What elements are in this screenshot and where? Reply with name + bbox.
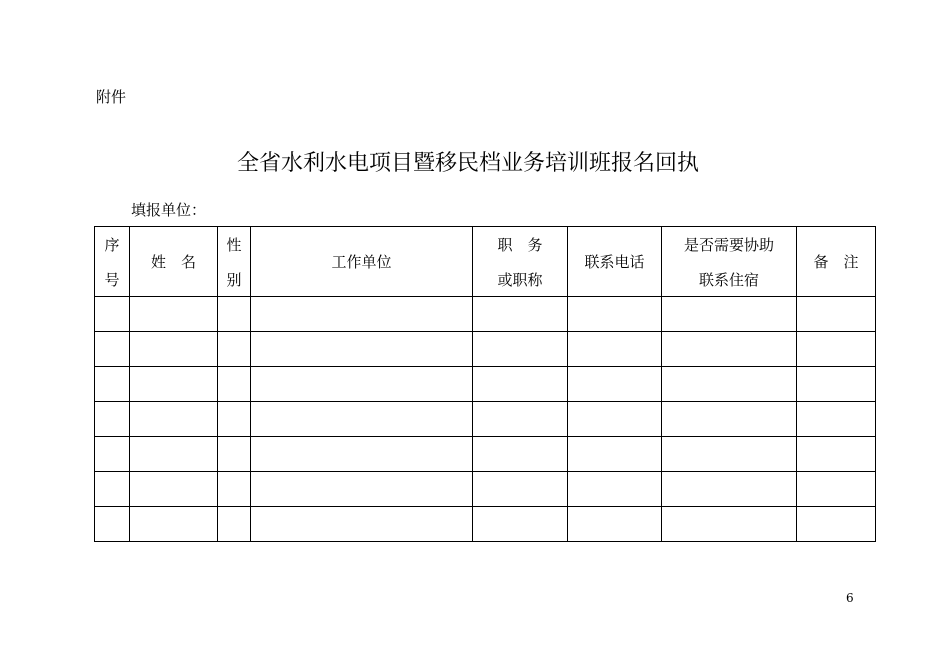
col-seq: 序 号 — [95, 227, 130, 297]
table-cell[interactable] — [95, 367, 130, 402]
table-cell[interactable] — [662, 332, 797, 367]
table-cell[interactable] — [662, 437, 797, 472]
table-row — [95, 297, 876, 332]
table-row — [95, 472, 876, 507]
table-cell[interactable] — [130, 297, 218, 332]
table-cell[interactable] — [130, 507, 218, 542]
col-phone: 联系电话 — [568, 227, 662, 297]
table-cell[interactable] — [218, 367, 251, 402]
table-cell[interactable] — [130, 332, 218, 367]
reporting-unit-label: 填报单位： — [131, 201, 207, 219]
page-number: 6 — [846, 591, 854, 605]
table-cell[interactable] — [797, 367, 876, 402]
table-cell[interactable] — [473, 437, 568, 472]
table-cell[interactable] — [473, 472, 568, 507]
table-cell[interactable] — [251, 367, 473, 402]
table-cell[interactable] — [662, 367, 797, 402]
table-cell[interactable] — [473, 297, 568, 332]
table-cell[interactable] — [473, 332, 568, 367]
table-cell[interactable] — [218, 332, 251, 367]
table-cell[interactable] — [95, 507, 130, 542]
table-cell[interactable] — [218, 507, 251, 542]
registration-table — [94, 226, 876, 542]
table-cell[interactable] — [797, 297, 876, 332]
table-row — [95, 367, 876, 402]
attachment-label: 附件 — [96, 88, 127, 106]
table-cell[interactable] — [662, 507, 797, 542]
table-cell[interactable] — [218, 437, 251, 472]
table-cell[interactable] — [95, 437, 130, 472]
table-cell[interactable] — [473, 507, 568, 542]
table-cell[interactable] — [130, 437, 218, 472]
table-cell[interactable] — [568, 367, 662, 402]
table-cell[interactable] — [568, 297, 662, 332]
table-cell[interactable] — [568, 332, 662, 367]
table-cell[interactable] — [797, 472, 876, 507]
table-cell[interactable] — [797, 507, 876, 542]
table-cell[interactable] — [251, 332, 473, 367]
table-cell[interactable] — [95, 332, 130, 367]
col-lodging: 是否需要协助 联系住宿 — [662, 227, 797, 297]
table-cell[interactable] — [568, 402, 662, 437]
table-cell[interactable] — [95, 472, 130, 507]
col-name: 姓 名 — [130, 227, 218, 297]
table-cell[interactable] — [130, 367, 218, 402]
table-row — [95, 332, 876, 367]
table-cell[interactable] — [662, 402, 797, 437]
table-cell[interactable] — [251, 402, 473, 437]
table-cell[interactable] — [473, 367, 568, 402]
table-cell[interactable] — [95, 297, 130, 332]
table-cell[interactable] — [473, 402, 568, 437]
table-cell[interactable] — [130, 472, 218, 507]
table-cell[interactable] — [218, 472, 251, 507]
page-title: 全省水利水电项目暨移民档业务培训班报名回执 — [236, 151, 699, 176]
table-cell[interactable] — [662, 472, 797, 507]
table-cell[interactable] — [568, 437, 662, 472]
table-cell[interactable] — [218, 297, 251, 332]
table-row — [95, 507, 876, 542]
table-cell[interactable] — [568, 472, 662, 507]
table-cell[interactable] — [251, 437, 473, 472]
table-body — [95, 297, 876, 542]
table-cell[interactable] — [568, 507, 662, 542]
table-cell[interactable] — [218, 402, 251, 437]
table-row — [95, 402, 876, 437]
table-cell[interactable] — [95, 402, 130, 437]
table-cell[interactable] — [797, 332, 876, 367]
col-gender: 性 别 — [218, 227, 251, 297]
table-cell[interactable] — [662, 297, 797, 332]
col-work-unit: 工作单位 — [251, 227, 473, 297]
col-remarks: 备 注 — [797, 227, 876, 297]
col-position: 职 务 或职称 — [473, 227, 568, 297]
table-cell[interactable] — [797, 437, 876, 472]
table-cell[interactable] — [251, 297, 473, 332]
table-cell[interactable] — [251, 507, 473, 542]
table-cell[interactable] — [130, 402, 218, 437]
table-row — [95, 437, 876, 472]
table-header-row — [95, 227, 876, 297]
table-cell[interactable] — [797, 402, 876, 437]
table-cell[interactable] — [251, 472, 473, 507]
